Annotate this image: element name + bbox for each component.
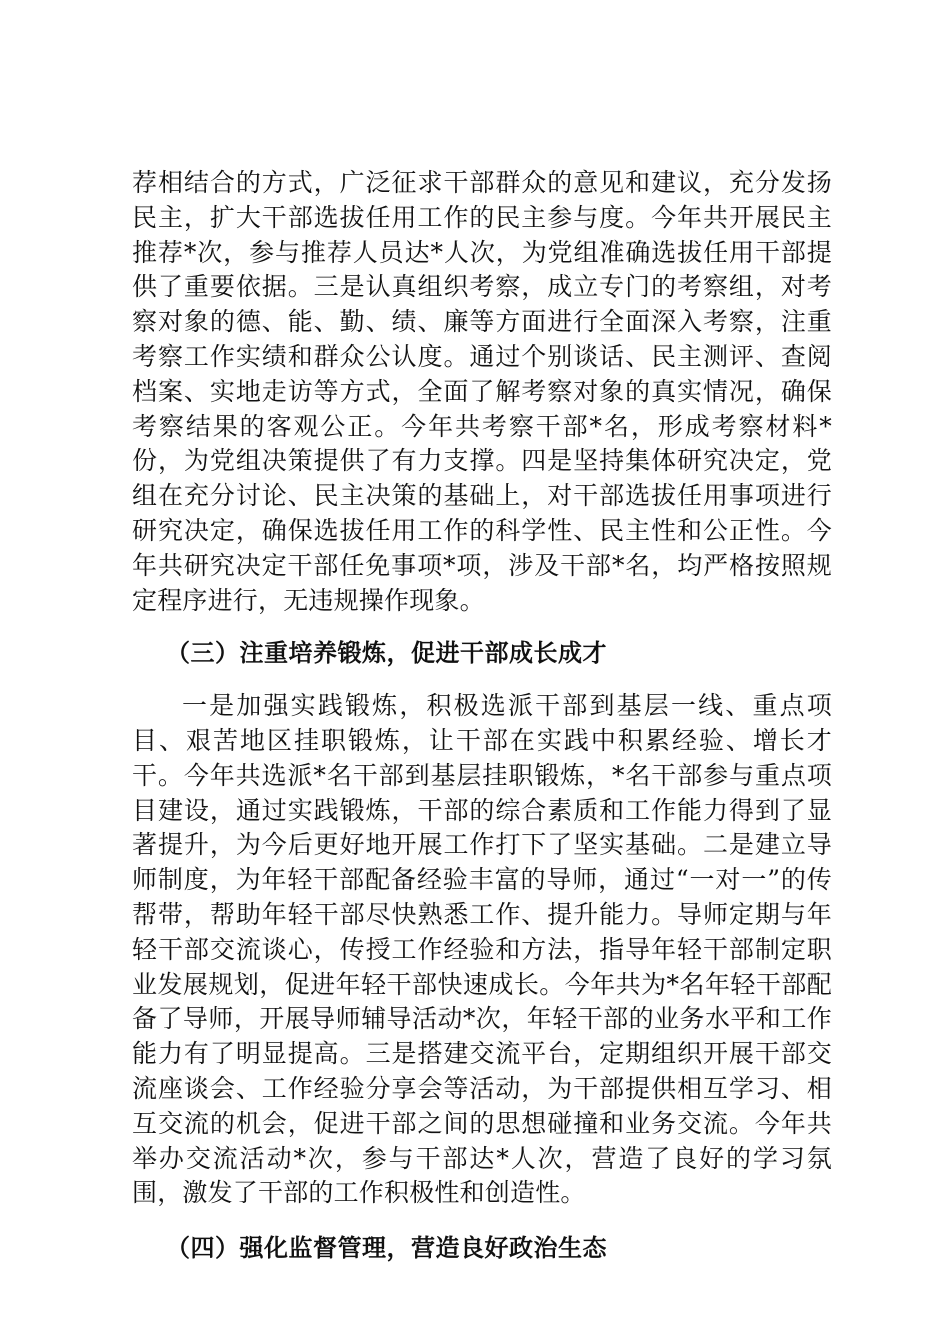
section-heading: （三）注重培养锻炼，促进干部成长成才 [166,639,607,668]
section-heading: （四）强化监督管理，营造良好政治生态 [166,1234,607,1263]
document-page [132,166,832,1266]
body-paragraph: 一是加强实践锻炼，积极选派干部到基层一线、重点项目、艰苦地区挂职锻炼，让干部在实践中积累经验、增长才干。今年共选派*名干部到基层挂职锻炼，*名干部参与重点项目建设，通过实践锻炼，干部的综合素质和工作能力得到了显著提升，为今后更好地开展工作打下了坚实基础。二是建立导师制度，为年轻干部配备经验丰富的导师，通过“一对一”的传帮带，帮助年轻干部尽快熟悉工作、提升能力。导师定期与年轻干部交流谈心，传授工作经验和方法，指导年轻干部制定职业发展规划，促进年轻干部快速成长。今年共为*名年轻干部配备了导师，开展导师辅导活动*次，年轻干部的业务水平和工作能力有了明显提高。三是搭建交流平台，定期组织开展干部交流座谈会、工作经验分享会等活动，为干部提供相互学习、相互交流的机会，促进干部之间的思想碰撞和业务交流。今年共举办交流活动*次，参与干部达*人次，营造了良好的学习氛围，激发了干部的工作积极性和创造性。 [132,691,832,1208]
body-paragraph: 荐相结合的方式，广泛征求干部群众的意见和建议，充分发扬民主，扩大干部选拔任用工作的民主参与度。今年共开展民主推荐*次，参与推荐人员达*人次，为党组准确选拔任用干部提供了重要依据。三是认真组织考察，成立专门的考察组，对考察对象的德、能、勤、绩、廉等方面进行全面深入考察，注重考察工作实绩和群众公认度。通过个别谈话、民主测评、查阅档案、实地走访等方式，全面了解考察对象的真实情况，确保考察结果的客观公正。今年共考察干部*名，形成考察材料*份，为党组决策提供了有力支撑。四是坚持集体研究决定，党组在充分讨论、民主决策的基础上，对干部选拔任用事项进行研究决定，确保选拔任用工作的科学性、民主性和公正性。今年共研究决定干部任免事项*项，涉及干部*名，均严格按照规定程序进行，无违规操作现象。 [132,168,832,615]
